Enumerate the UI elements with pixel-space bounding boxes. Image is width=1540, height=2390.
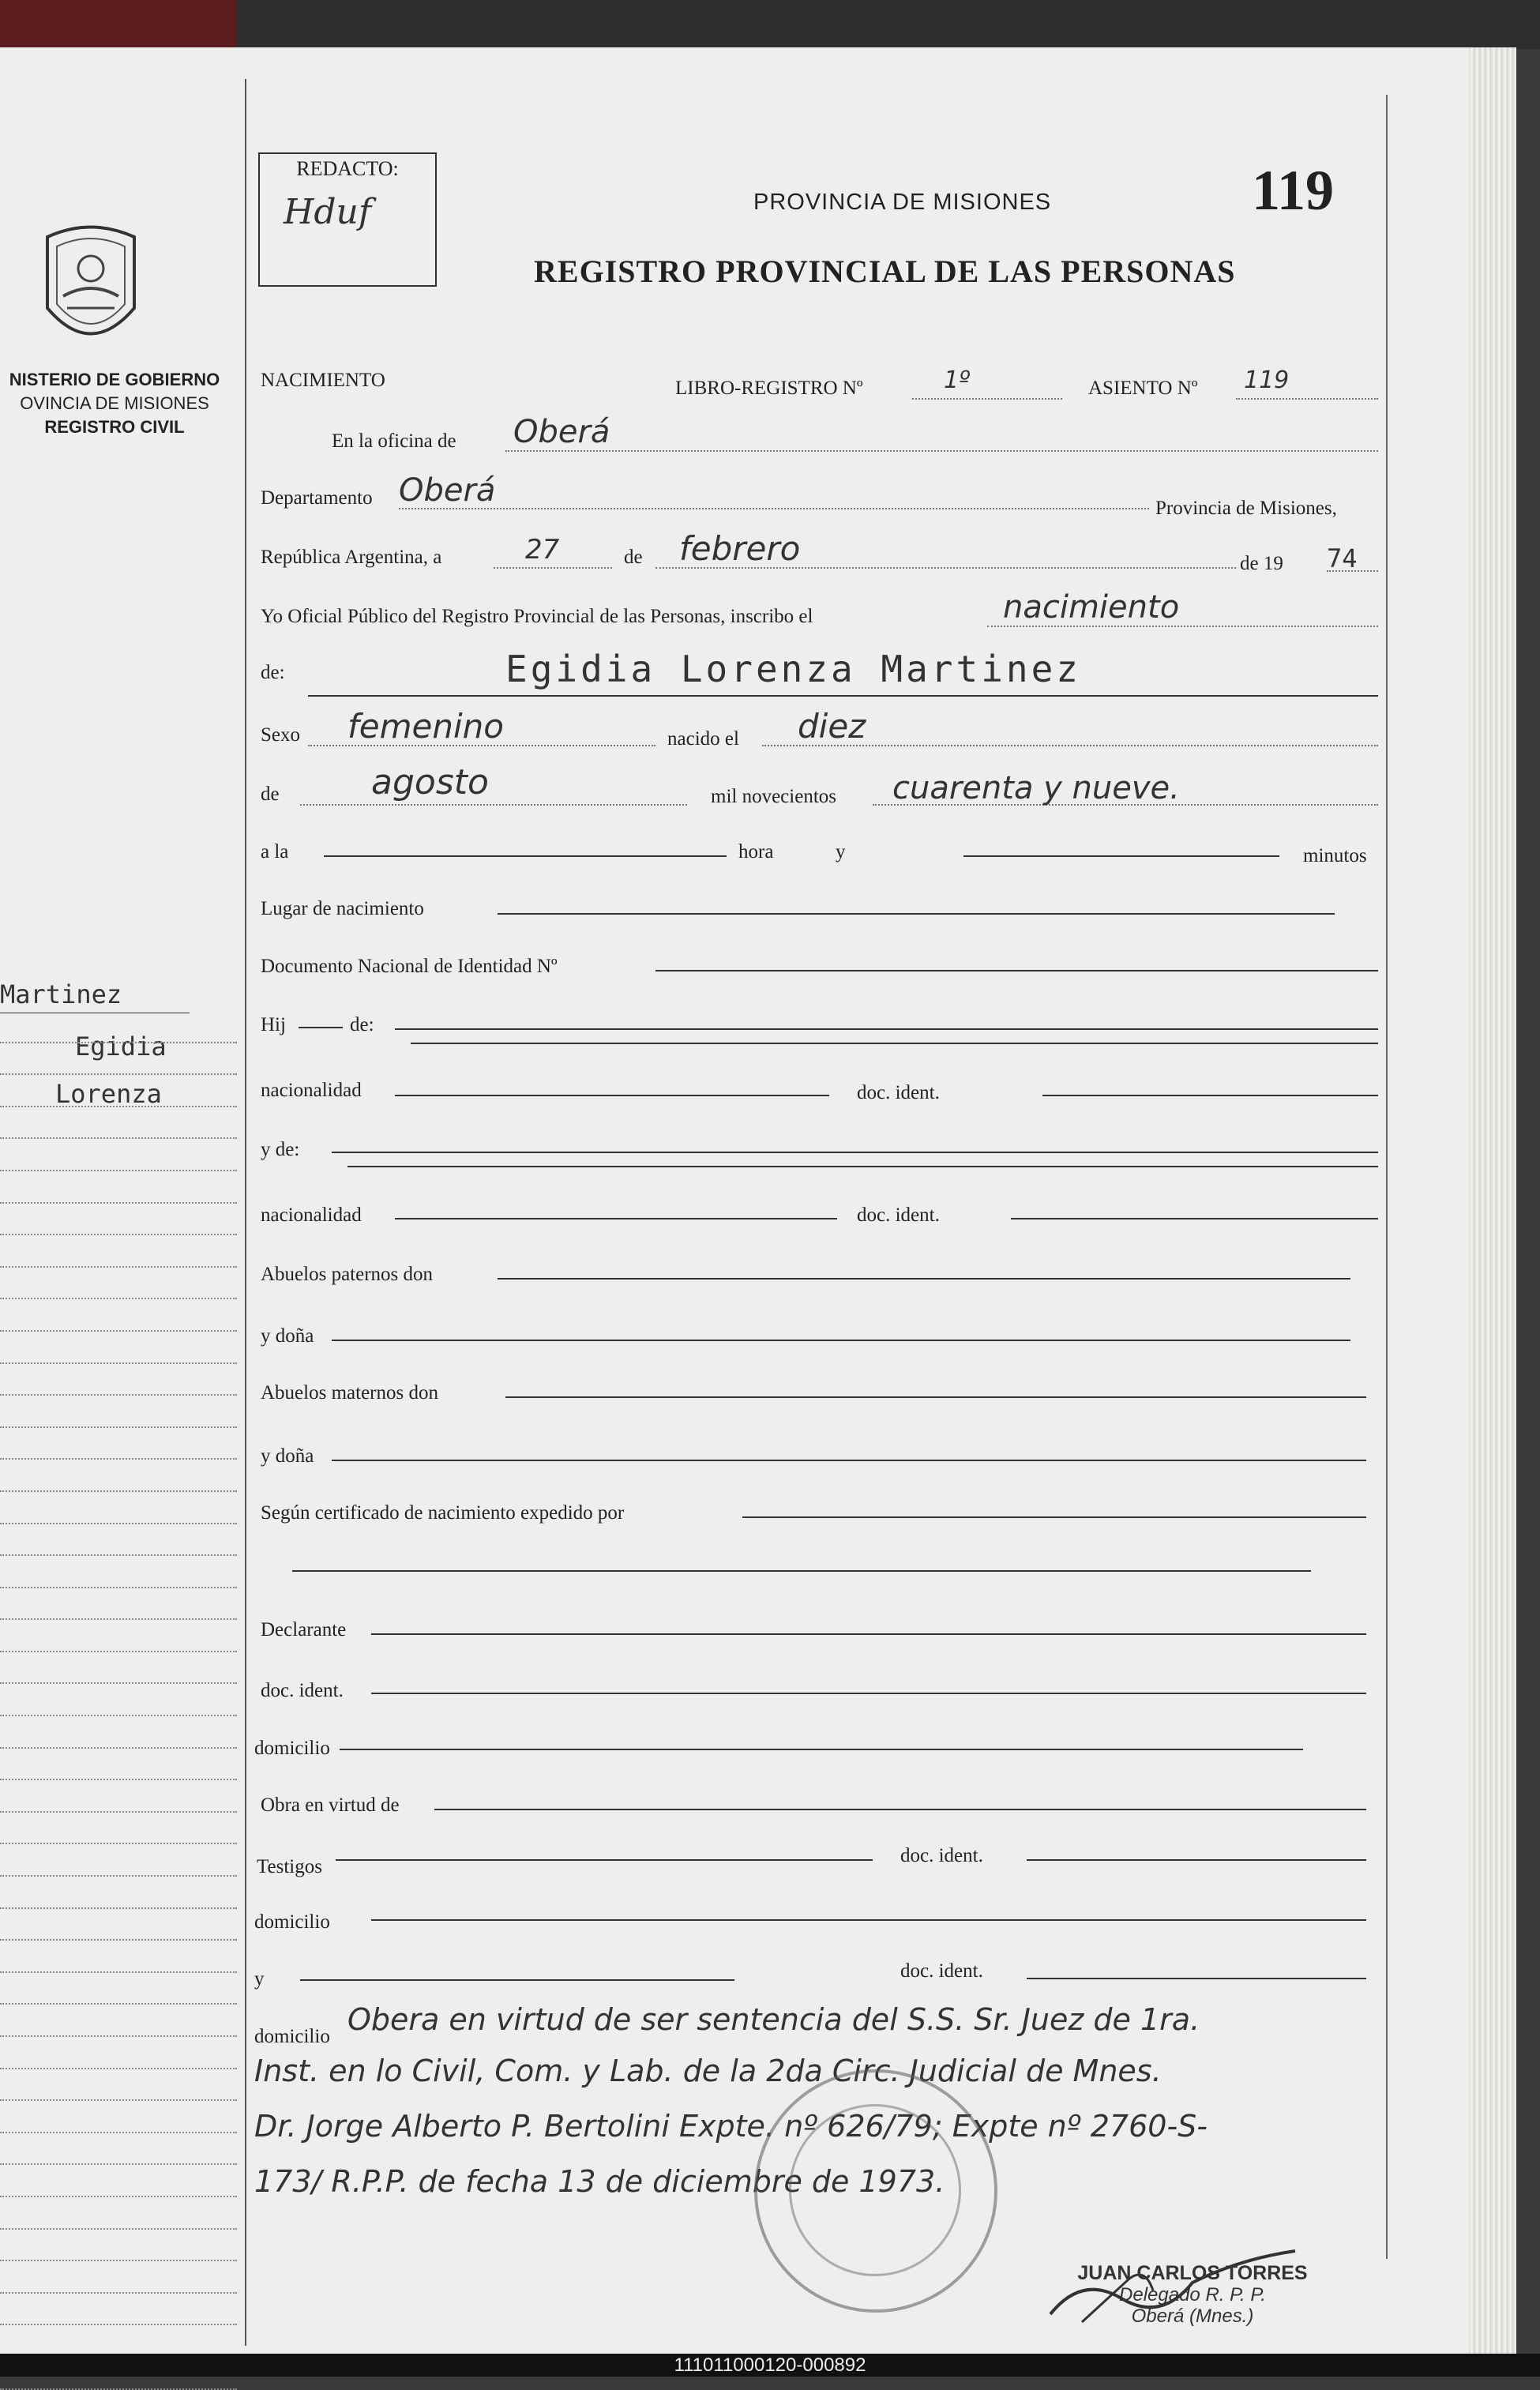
label-asiento: ASIENTO Nº: [1088, 378, 1198, 399]
label-doc-testigo-2: doc. ident.: [900, 1960, 983, 1982]
line-domicilio-2: [371, 1919, 1366, 1921]
value-sexo: femenino: [347, 707, 504, 746]
label-a-la: a la: [261, 841, 289, 862]
label-nacionalidad-1: nacionalidad: [261, 1080, 362, 1101]
line-nacionalidad-2: [395, 1218, 837, 1219]
book-cover-corner: [0, 0, 237, 49]
line-lugar: [498, 913, 1335, 915]
margin-note-second-name: Lorenza: [55, 1079, 162, 1109]
margin-note-first-name: Egidia: [75, 1032, 167, 1062]
annotation-line-2: Inst. en lo Civil, Com. y Lab. de la 2da Circ. Judicial de Mnes.: [254, 2054, 1162, 2088]
margin-note-surname: Martinez: [0, 979, 122, 1009]
province-heading: PROVINCIA DE MISIONES: [753, 190, 1052, 215]
label-doc-1: doc. ident.: [857, 1082, 940, 1103]
value-asiento: 119: [1244, 366, 1290, 394]
line-doc-2: [1011, 1218, 1378, 1219]
label-sexo: Sexo: [261, 724, 300, 746]
label-nacionalidad-2: nacionalidad: [261, 1204, 362, 1226]
line-madre-a: [332, 1152, 1378, 1153]
value-nacido-anio: cuarenta y nueve.: [892, 770, 1180, 806]
margin-rule: [245, 79, 246, 2346]
line-doc-testigo-1: [1027, 1859, 1366, 1861]
line-acto: [987, 626, 1378, 627]
label-mil-novecientos: mil novecientos: [711, 786, 836, 807]
line-hij: [299, 1027, 343, 1028]
line-dni: [655, 970, 1378, 971]
label-y-min: y: [836, 841, 846, 862]
redacto-label: REDACTO:: [296, 157, 399, 180]
redacto-box: [258, 152, 437, 287]
value-anio: 74: [1327, 543, 1358, 573]
value-oficina: Oberá: [513, 414, 610, 450]
line-nacionalidad-1: [395, 1095, 829, 1096]
label-yo-oficial: Yo Oficial Público del Registro Provincial de las Personas, inscribo el: [261, 606, 813, 627]
ministry-line-2: OVINCIA DE MISIONES: [20, 393, 209, 413]
line-abuela-paterna: [332, 1340, 1350, 1341]
label-y-dona-1: y doña: [261, 1325, 314, 1347]
label-segun: Según certificado de nacimiento expedido por: [261, 1502, 625, 1524]
line-domicilio-1: [340, 1749, 1303, 1750]
line-testigo-2: [300, 1979, 734, 1981]
label-de-mes-nac: de: [261, 784, 280, 805]
ministry-line-3: REGISTRO CIVIL: [44, 417, 185, 437]
label-domicilio-3: domicilio: [254, 2026, 330, 2047]
line-hora: [324, 855, 727, 857]
official-block: [1042, 2263, 1343, 2327]
label-republica: República Argentina, a: [261, 547, 442, 568]
label-de-19: de 19: [1240, 553, 1283, 574]
top-strip: [0, 0, 1540, 49]
line-madre-b: [347, 1166, 1378, 1167]
line-asiento: [1236, 398, 1378, 400]
line-padre-a: [395, 1028, 1378, 1030]
label-nacimiento: NACIMIENTO: [261, 370, 385, 391]
value-libro: 1º: [944, 366, 971, 394]
official-place: Oberá (Mnes.): [1131, 2305, 1254, 2327]
line-segun-2: [292, 1570, 1311, 1572]
line-nombre: [308, 695, 1378, 697]
label-departamento: Departamento: [261, 487, 373, 509]
label-de-mes: de: [624, 547, 643, 568]
label-doc-testigo-1: doc. ident.: [900, 1845, 983, 1866]
label-minutos: minutos: [1303, 845, 1367, 866]
label-abuelos-paternos: Abuelos paternos don: [261, 1264, 434, 1285]
label-oficina: En la oficina de: [332, 430, 456, 452]
official-name: JUAN CARLOS TORRES: [1077, 2262, 1308, 2284]
line-padre-b: [411, 1043, 1378, 1044]
official-role: Delegado R. P. P.: [1119, 2284, 1266, 2305]
page-edge: [1469, 47, 1516, 2354]
ministry-heading: [0, 368, 229, 439]
annotation-line-3: Dr. Jorge Alberto P. Bertolini Expte. nº 626/79; Expte nº 2760-S-: [254, 2109, 1208, 2144]
label-doc-2: doc. ident.: [857, 1204, 940, 1226]
page-number: 119: [1252, 159, 1335, 222]
label-y-de: y de:: [261, 1139, 300, 1160]
value-mes: febrero: [679, 529, 801, 568]
label-domicilio-2: domicilio: [254, 1911, 330, 1933]
label-domicilio-1: domicilio: [254, 1738, 330, 1759]
value-departamento: Oberá: [399, 472, 496, 509]
line-doc-testigo-2: [1027, 1978, 1366, 1979]
line-minutos: [963, 855, 1279, 857]
line-doc-declarante: [371, 1693, 1366, 1694]
line-abuelo-paterno: [498, 1278, 1350, 1280]
archive-code: 111011000120-000892: [674, 2354, 866, 2376]
label-abuelos-maternos: Abuelos maternos don: [261, 1382, 438, 1404]
label-hora: hora: [738, 841, 774, 862]
label-provincia: Provincia de Misiones,: [1155, 498, 1337, 519]
annotation-line-1: Obera en virtud de ser sentencia del S.S. Sr. Juez de 1ra.: [347, 2002, 1200, 2037]
value-nombre: Egidia Lorenza Martinez: [505, 648, 1081, 690]
value-nacido-mes: agosto: [371, 762, 489, 802]
right-rule: [1386, 95, 1388, 2259]
label-obra: Obra en virtud de: [261, 1794, 400, 1816]
label-testigos: Testigos: [257, 1856, 322, 1877]
label-declarante: Declarante: [261, 1619, 347, 1640]
line-libro: [912, 398, 1062, 400]
line-obra: [434, 1809, 1366, 1810]
archive-code-bar: [0, 2354, 1540, 2377]
label-libro: LIBRO-REGISTRO Nº: [675, 378, 863, 399]
label-hij: Hij: [261, 1014, 286, 1035]
ministry-line-1: NISTERIO DE GOBIERNO: [9, 370, 220, 389]
label-de-nombre: de:: [261, 662, 285, 683]
label-lugar: Lugar de nacimiento: [261, 898, 424, 919]
stub-ruled-lines: [0, 1011, 237, 2390]
line-mes-nac: [300, 804, 687, 806]
line-abuelo-materno: [505, 1396, 1366, 1398]
value-nacido-dia: diez: [798, 707, 866, 746]
province-crest-icon: [32, 221, 150, 355]
line-segun-1: [742, 1516, 1366, 1518]
registry-title: REGISTRO PROVINCIAL DE LAS PERSONAS: [534, 254, 1236, 289]
label-de-padre: de:: [350, 1014, 374, 1035]
line-dia: [494, 567, 612, 569]
label-y-testigo: y: [254, 1968, 265, 1990]
line-oficina: [505, 450, 1378, 452]
label-doc-declarante: doc. ident.: [261, 1680, 344, 1701]
label-nacido-el: nacido el: [667, 728, 739, 750]
annotation-line-4: 173/ R.P.P. de fecha 13 de diciembre de 1973.: [254, 2164, 945, 2199]
line-doc-1: [1042, 1095, 1378, 1096]
label-dni: Documento Nacional de Identidad Nº: [261, 956, 558, 977]
redacto-initials: Hduf: [284, 192, 372, 232]
value-dia: 27: [525, 534, 560, 566]
official-seal-icon: [754, 2069, 997, 2313]
line-departamento: [399, 508, 1149, 509]
line-abuela-materna: [332, 1460, 1366, 1461]
line-declarante: [371, 1633, 1366, 1635]
value-acto: nacimiento: [1003, 589, 1180, 626]
label-y-dona-2: y doña: [261, 1445, 314, 1467]
line-testigos: [336, 1859, 873, 1861]
